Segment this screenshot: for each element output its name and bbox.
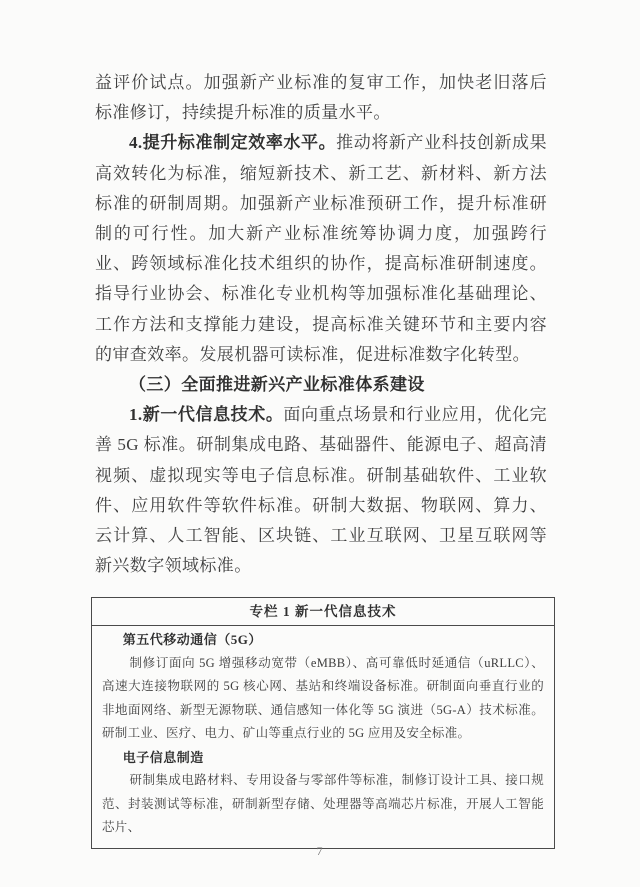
paragraph-continuation-text: 益评价试点。加强新产业标准的复审工作，加快老旧落后标准修订，持续提升标准的质量水平。 <box>95 73 547 123</box>
paragraph-item-4-text: 推动将新产业科技创新成果高效转化为标准，缩短新技术、新工艺、新材料、新方法标准的研制周期。加强新产业标准预研工作，提升标准研制的可行性。加大新产业标准统筹协调力度，加强跨行业、跨领域标准化技术组织的协作，提高标准研制速度。指导行业协会、标准化专业机构等加强标准化基础理论、工作方法和支撑能力建设，提高标准关键环节和主要内容的审查效率。发展机器可读标准，促进标准数字化转型。 <box>95 133 547 364</box>
page-number: 7 <box>316 844 324 858</box>
column-box-body <box>92 626 554 848</box>
column-box-1 <box>91 597 555 849</box>
paragraph-item-1-lead: 1.新一代信息技术。 <box>129 405 284 425</box>
page-content <box>95 68 547 849</box>
paragraph-continuation <box>95 68 547 128</box>
box-section-body-5g: 制修订面向 5G 增强移动宽带（eMBB）、高可靠低时延通信（uRLLC）、高速大连接物联网的 5G 核心网、基站和终端设备标准。研制面向垂直行业的非地面网络、新型无源物联、通信感知一体化等 5G 演进（5G-A）技术标准。研制工业、医疗、电力、矿山等重点行业的 5G 应用及安全标准。 <box>102 655 544 741</box>
paragraph-item-1-text: 面向重点场景和行业应用，优化完善 5G 标准。研制集成电路、基础器件、能源电子、超高清视频、虚拟现实等电子信息标准。研制基础软件、工业软件、应用软件等软件标准。研制大数据、物联网、算力、云计算、人工智能、区块链、工业互联网、卫星互联网等新兴数字领域标准。 <box>95 405 548 576</box>
paragraph-item-4 <box>95 128 547 370</box>
paragraph-item-1-next-gen-it <box>95 400 547 581</box>
box-section-heading-electronics: 电子信息制造 <box>122 749 204 765</box>
box-section-heading-5g: 第五代移动通信（5G） <box>122 632 262 648</box>
box-section-body-electronics: 研制集成电路材料、专用设备与零部件等标准，制修订设计工具、接口规范、封装测试等标准，研制新型存储、处理器等高端芯片标准，开展人工智能芯片、 <box>102 773 544 835</box>
section-heading-three: （三）全面推进新兴产业标准体系建设 <box>129 375 425 395</box>
paragraph-item-4-lead: 4.提升标准制定效率水平。 <box>129 133 337 153</box>
column-box-title: 专栏 1 新一代信息技术 <box>92 598 554 626</box>
